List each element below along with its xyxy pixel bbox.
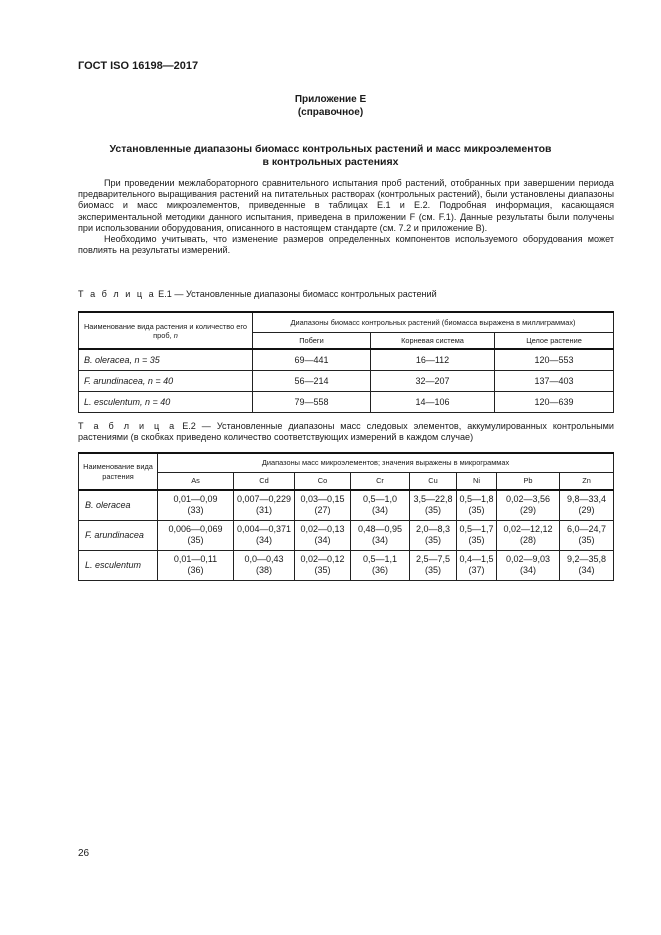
row-species: F. arundinacea bbox=[79, 520, 158, 550]
header-element-pb: Pb bbox=[497, 472, 560, 490]
table-1-caption-text: E.1 — Установленные диапазоны биомасс контрольных растений bbox=[155, 289, 437, 299]
annex-label: Приложение E bbox=[294, 94, 367, 105]
header-species-n: n bbox=[173, 330, 178, 340]
body-text bbox=[78, 178, 614, 256]
header-roots: Корневая система bbox=[371, 332, 495, 349]
header-element-cu: Cu bbox=[410, 472, 457, 490]
table-2-caption-label: Т а б л и ц а bbox=[78, 421, 177, 431]
cell-value: 0,01—0,11 (36) bbox=[158, 550, 234, 580]
annex-type: (справочное) bbox=[297, 107, 364, 118]
table-row bbox=[79, 550, 614, 580]
cell-value: 0,004—0,371 (34) bbox=[234, 520, 295, 550]
cell-value: 2,0—8,3 (35) bbox=[410, 520, 457, 550]
cell-value: 0,4—1,5 (37) bbox=[457, 550, 497, 580]
cell-value: 137—403 bbox=[495, 370, 614, 391]
annex-title bbox=[0, 93, 661, 119]
header-species: Наименование вида растения и количество его проб, n bbox=[79, 312, 253, 349]
header-trace-element-group: Диапазоны масс микроэлементов; значения выражены в микрограммах bbox=[158, 453, 614, 472]
header-element-co: Co bbox=[295, 472, 351, 490]
table-row bbox=[79, 490, 614, 520]
cell-value: 0,03—0,15 (27) bbox=[295, 490, 351, 520]
row-species: F. arundinacea, n = 40 bbox=[79, 370, 253, 391]
table-row bbox=[79, 520, 614, 550]
cell-value: 0,5—1,0 (34) bbox=[351, 490, 410, 520]
row-species: B. oleracea, n = 35 bbox=[79, 349, 253, 370]
cell-value: 0,02—9,03 (34) bbox=[497, 550, 560, 580]
cell-value: 6,0—24,7 (35) bbox=[560, 520, 614, 550]
cell-value: 0,02—0,13 (34) bbox=[295, 520, 351, 550]
table-1-caption bbox=[78, 289, 614, 300]
header-element-cd: Cd bbox=[234, 472, 295, 490]
table-2-caption bbox=[78, 421, 614, 443]
table-row bbox=[79, 370, 614, 391]
header-shoots: Побеги bbox=[253, 332, 371, 349]
row-species: L. esculentum bbox=[79, 550, 158, 580]
table-row bbox=[79, 391, 614, 412]
cell-value: 14—106 bbox=[371, 391, 495, 412]
cell-value: 120—553 bbox=[495, 349, 614, 370]
header-species: Наименование вида растения bbox=[79, 453, 158, 490]
cell-value: 79—558 bbox=[253, 391, 371, 412]
document-code: ГОСТ ISO 16198—2017 bbox=[78, 60, 199, 72]
cell-value: 0,007—0,229 (31) bbox=[234, 490, 295, 520]
header-whole-plant: Целое растение bbox=[495, 332, 614, 349]
cell-value: 0,5—1,7 (35) bbox=[457, 520, 497, 550]
cell-value: 0,02—12,12 (28) bbox=[497, 520, 560, 550]
header-element-ni: Ni bbox=[457, 472, 497, 490]
header-biomass-group: Диапазоны биомасс контрольных растений (биомасса выражена в миллиграммах) bbox=[253, 312, 614, 332]
cell-value: 2,5—7,5 (35) bbox=[410, 550, 457, 580]
row-species: L. esculentum, n = 40 bbox=[79, 391, 253, 412]
cell-value: 9,2—35,8 (34) bbox=[560, 550, 614, 580]
row-species: B. oleracea bbox=[79, 490, 158, 520]
section-title bbox=[90, 143, 571, 169]
table-row bbox=[79, 349, 614, 370]
cell-value: 56—214 bbox=[253, 370, 371, 391]
cell-value: 0,48—0,95 (34) bbox=[351, 520, 410, 550]
cell-value: 0,006—0,069 (35) bbox=[158, 520, 234, 550]
cell-value: 120—639 bbox=[495, 391, 614, 412]
cell-value: 0,0—0,43 (38) bbox=[234, 550, 295, 580]
header-element-zn: Zn bbox=[560, 472, 614, 490]
cell-value: 69—441 bbox=[253, 349, 371, 370]
table-2-trace-element-ranges bbox=[78, 452, 614, 581]
cell-value: 0,01—0,09 (33) bbox=[158, 490, 234, 520]
cell-value: 3,5—22,8 (35) bbox=[410, 490, 457, 520]
section-title-line-1: Установленные диапазоны биомасс контрольных растений и масс микроэлементов bbox=[109, 143, 552, 155]
paragraph-2: Необходимо учитывать, что изменение размеров определенных компонентов используемого оборудования может повлиять на результаты измерений. bbox=[78, 234, 614, 256]
cell-value: 0,02—3,56 (29) bbox=[497, 490, 560, 520]
table-1-caption-label: Т а б л и ц а bbox=[78, 289, 156, 299]
cell-value: 9,8—33,4 (29) bbox=[560, 490, 614, 520]
table-2-caption-text: E.2 — Установленные диапазоны масс следовых элементов, аккумулированных контрольными растениями (в скобках приведено количество соответствующих измерений в каждом случае) bbox=[78, 421, 614, 443]
cell-value: 32—207 bbox=[371, 370, 495, 391]
section-title-line-2: в контрольных растениях bbox=[262, 156, 399, 168]
table-1-biomass-ranges bbox=[78, 311, 614, 413]
cell-value: 0,02—0,12 (35) bbox=[295, 550, 351, 580]
page-number: 26 bbox=[78, 848, 90, 859]
cell-value: 0,5—1,1 (36) bbox=[351, 550, 410, 580]
header-element-cr: Cr bbox=[351, 472, 410, 490]
cell-value: 16—112 bbox=[371, 349, 495, 370]
header-element-as: As bbox=[158, 472, 234, 490]
paragraph-1: При проведении межлабораторного сравнительного испытания проб растений, отобранных при завершении периода предварительного выращивания растений на питательных растворах (контрольных растений), были установлены диапазоны биомасс и масс микроэлементов, приведенные в таблицах E.1 и E.2. Подробная информация, касающаяся экспериментальной методики данного испытания, приведена в приложении F (см. F.1). Данные результаты были получены при использовании оборудования, описанного в настоящем стандарте (см. 7.2 и приложение B). bbox=[78, 178, 614, 233]
cell-value: 0,5—1,8 (35) bbox=[457, 490, 497, 520]
